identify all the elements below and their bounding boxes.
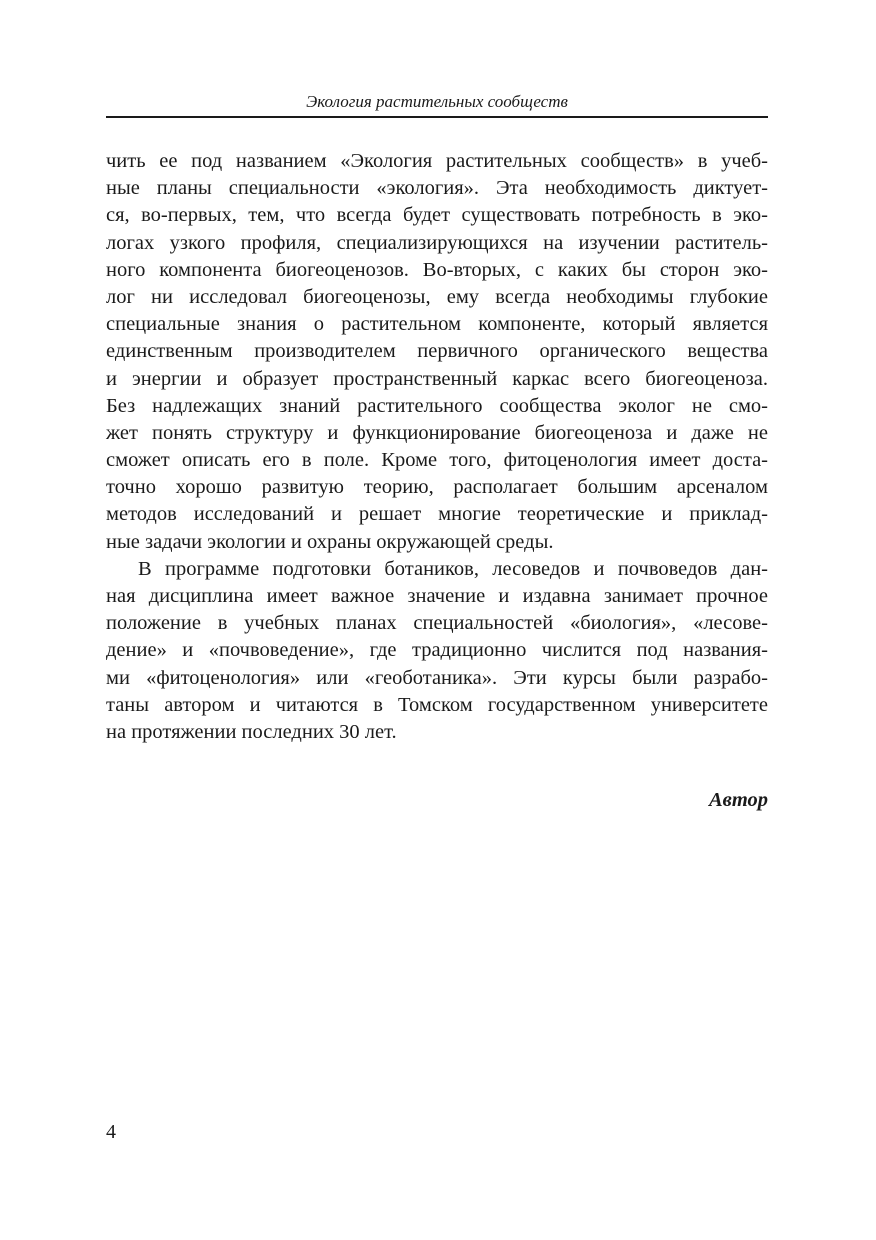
text-line: точно хорошо развитую теорию, располагает большим арсеналом <box>106 476 768 499</box>
text-line: ная дисциплина имеет важное значение и издавна занимает прочное <box>106 585 768 607</box>
paragraph-2 <box>106 556 768 746</box>
text-line: методов исследований и решает многие теоретические и приклад- <box>106 503 768 526</box>
text-line: жет понять структуру и функционирование биогеоценоза и даже не <box>106 421 768 444</box>
text-line: ные планы специальности «экология». Эта необходимость диктует- <box>106 177 768 200</box>
text-line: ми «фитоценология» или «геоботаника». Эти курсы были разрабо- <box>106 666 768 689</box>
text-line: ся, во-первых, тем, что всегда будет существовать потребность в эко- <box>106 204 768 227</box>
text-line: на протяжении последних 30 лет. <box>106 720 397 743</box>
running-header-title: Экология растительных сообществ <box>306 92 568 111</box>
text-line: Без надлежащих знаний растительного сообщества эколог не смо- <box>106 394 768 417</box>
text-line: В программе подготовки ботаников, лесоведов и почвоведов дан- <box>138 557 768 580</box>
text-line: логах узкого профиля, специализирующихся на изучении раститель- <box>106 231 768 254</box>
text-line: таны автором и читаются в Томском государственном университете <box>106 693 768 716</box>
text-line: единственным производителем первичного органического вещества <box>106 340 768 363</box>
text-line: ные задачи экологии и охраны окружающей среды. <box>106 530 554 553</box>
text-line: дение» и «почвоведение», где традиционно числится под названия- <box>106 639 768 662</box>
running-header <box>106 86 768 118</box>
page-number: 4 <box>106 1121 116 1143</box>
text-line: лог ни исследовал биогеоценозы, ему всегда необходимы глубокие <box>106 285 768 308</box>
author-signature: Автор <box>708 789 768 811</box>
text-line: ного компонента биогеоценозов. Во-вторых, с каких бы сторон эко- <box>106 258 768 281</box>
text-line: специальные знания о растительном компоненте, который является <box>106 313 768 336</box>
text-line: положение в учебных планах специальностей «биология», «лесове- <box>106 612 768 635</box>
body-text <box>106 148 768 746</box>
text-line: чить ее под названием «Экология растительных сообществ» в учеб- <box>106 150 768 172</box>
text-line: и энергии и образует пространственный каркас всего биогеоценоза. <box>106 367 768 390</box>
text-line: сможет описать его в поле. Кроме того, фитоценология имеет доста- <box>106 449 768 472</box>
paragraph-1 <box>106 148 768 556</box>
